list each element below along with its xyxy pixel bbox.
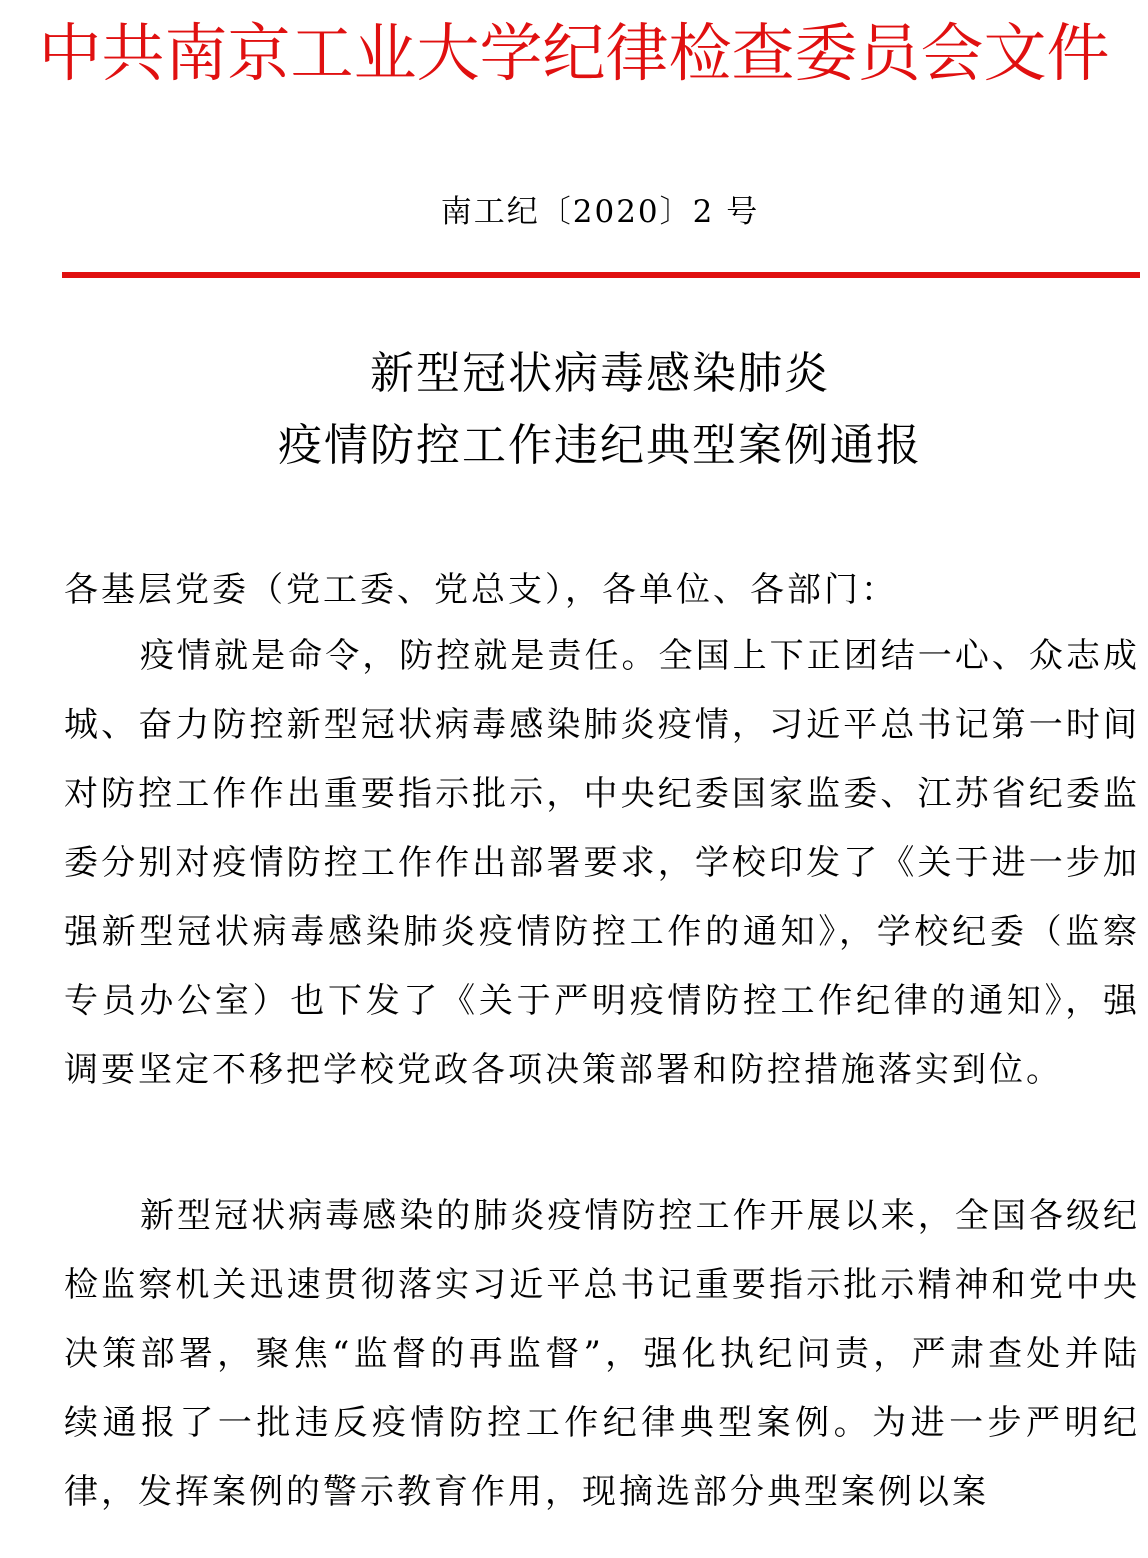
salutation: 各基层党委（党工委、党总支），各单位、各部门： <box>64 570 898 610</box>
notice-title-line-1: 新型冠状病毒感染肺炎 <box>370 348 830 399</box>
body-paragraph-2: 新型冠状病毒感染的肺炎疫情防控工作开展以来，全国各级纪检监察机关迅速贯彻落实习近平总书记重要指示批示精神和党中央决策部署，聚焦“监督的再监督”，强化执纪问责，严肃查处并陆续通报了一批违反疫情防控工作纪律典型案例。为进一步严明纪律，发挥案例的警示教育作用，现摘选部分典型案例以案 <box>64 1196 1140 1512</box>
red-divider-line <box>62 272 1140 278</box>
body-paragraph-1: 疫情就是命令，防控就是责任。全国上下正团结一心、众志成城、奋力防控新型冠状病毒感染肺炎疫情，习近平总书记第一时间对防控工作作出重要指示批示，中央纪委国家监委、江苏省纪委监委分别对疫情防控工作作出部署要求，学校印发了《关于进一步加强新型冠状病毒感染肺炎疫情防控工作的通知》，学校纪委（监察专员办公室）也下发了《关于严明疫情防控工作纪律的通知》，强调要坚定不移把学校党政各项决策部署和防控措施落实到位。 <box>64 636 1140 1090</box>
document-number: 南工纪〔2020〕2 号 <box>440 194 760 230</box>
document-header-title: 中共南京工业大学纪律检查委员会文件 <box>38 17 1110 90</box>
notice-title-line-2: 疫情防控工作违纪典型案例通报 <box>278 420 922 471</box>
